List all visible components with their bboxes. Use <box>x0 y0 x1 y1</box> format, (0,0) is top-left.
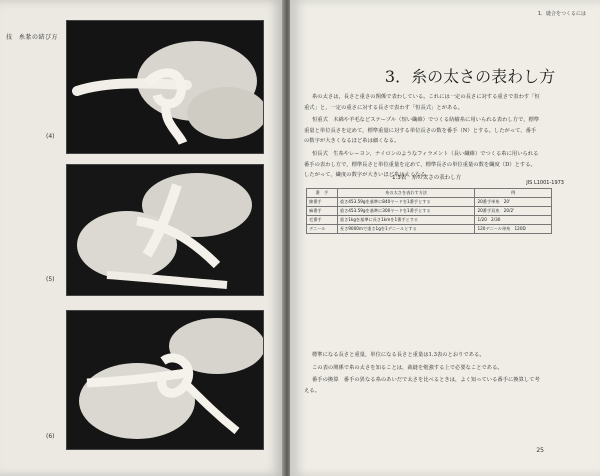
table-cell: 長さ9000mで重さ1gを1デニールとする <box>337 225 475 234</box>
paragraph: この表の関係で糸の太さを知ることは，裁縫を勉強する上で必要なことである。 <box>312 364 503 371</box>
table-cell: 毛番手 <box>307 216 338 225</box>
table-header: 例 <box>475 189 552 198</box>
table-row <box>307 225 552 234</box>
table-cell: 20番手単糸 20' <box>475 198 552 207</box>
table-cell: 1/20 2/30 <box>475 216 552 225</box>
running-head: 1．縫合をつくるには <box>537 11 586 17</box>
table-header: 糸の太さを表わす方法 <box>337 189 475 198</box>
paragraph: 恒重式 木綿や羊毛などステープル（短い繊維）でつくる紡績糸に用いられる表わし方で，標準重量と単位長さを定めて，標準重量に対する単位長さの数を番手（N）とする。したがって，番手の数字が大きくなるほど糸は細くなる。 <box>304 117 540 145</box>
photo-label: (6) <box>46 433 55 440</box>
table-cell: 重さ1kgを基準に長さ1kmを1番手とする <box>337 216 475 225</box>
table-cell: デニール <box>307 225 338 234</box>
photo-knot-step <box>66 164 264 296</box>
table-row <box>307 198 552 207</box>
table-cell: 麻番手 <box>307 207 338 216</box>
paragraph: 恒長式 生糸やレーヨン，ナイロンのようなフィラメント（長い繊維）でつくる糸に用いられる番手の表わし方で，標準長さと単位重量を定めて，標準長さの単位重量の数を繊度（D）とする。したがって，繊度の数字が大きいほど糸は太くなる。 <box>304 150 539 179</box>
table-standard: JIS L1001-1973 <box>526 180 564 186</box>
photo-label: (4) <box>46 133 55 140</box>
table-cell: 綿番手 <box>307 198 338 207</box>
paragraph: 番手の換算 番手の異なる糸のあいだで太さを比べるときは，よく知っている番手に換算して考える。 <box>304 377 540 394</box>
body-text <box>304 350 540 398</box>
table-caption: 1.3表 糸の太さの表わし方 <box>392 175 462 181</box>
table-cell: 20番手双糸 20/2' <box>475 207 552 216</box>
paragraph: 標準になる長さと重量，単位になる長さと重量は1.3表のとおりである。 <box>312 352 485 358</box>
intro-text <box>304 92 540 183</box>
table-cell: 120デニール単糸 120D <box>475 225 552 234</box>
photo-knot-step <box>66 310 264 450</box>
table-header: 番 手 <box>307 189 338 198</box>
table-cell: 重さ453.59gを基準に840ヤードを1番手とする <box>337 198 475 207</box>
photo-label: (5) <box>46 276 55 283</box>
page-number: 25 <box>536 447 544 454</box>
left-page <box>0 0 284 476</box>
photo-knot-step <box>66 20 264 154</box>
table-header-row <box>307 189 552 198</box>
paragraph: 糸の太さは，長さと重さの関係で表わしている。これには一定の長さに対する重さで表わす「恒重式」と，一定の重さに対する長さで表わす「恒長式」とがある。 <box>304 94 540 111</box>
left-page-header: 技 糸紮の結び方 <box>6 34 59 41</box>
table-row <box>307 207 552 216</box>
table-cell: 重さ453.59gを基準に300ヤードを1番手とする <box>337 207 475 216</box>
yarn-count-table <box>306 188 552 234</box>
section-title: 3．糸の太さの表わし方 <box>384 67 556 86</box>
table-row <box>307 216 552 225</box>
right-page <box>290 0 600 476</box>
